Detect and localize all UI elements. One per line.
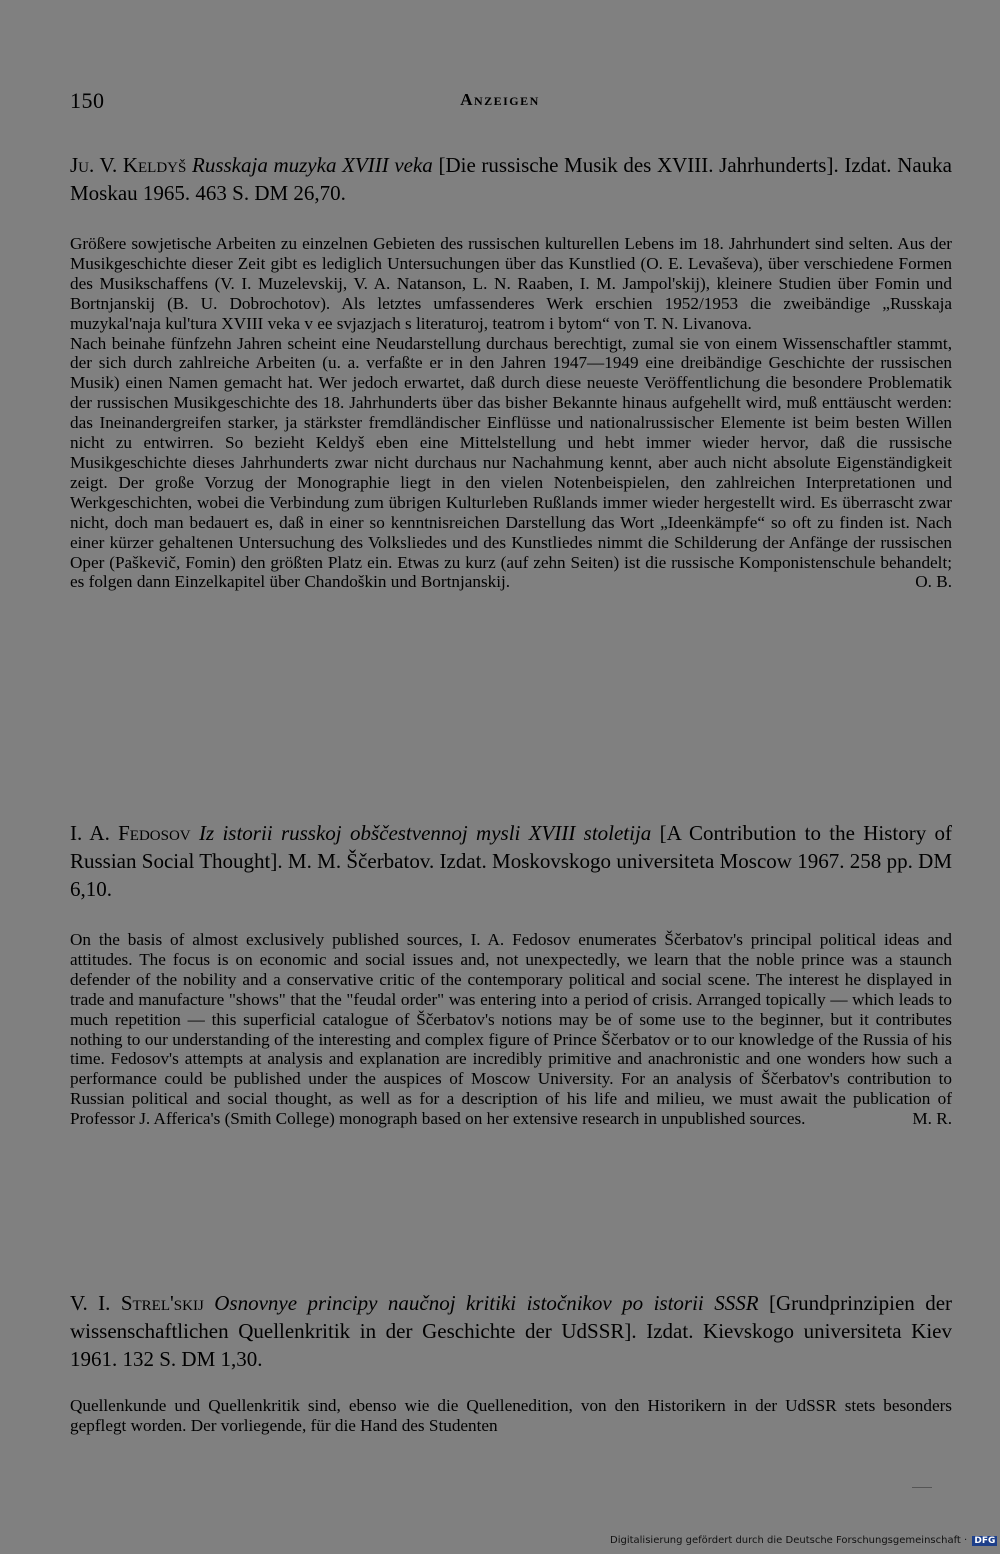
review-signature: O. B. [915, 572, 952, 592]
review-2-body [70, 930, 952, 1129]
page-number: 150 [70, 88, 105, 113]
review-3-header [70, 1289, 952, 1373]
review-details: [A Contribution to the History of Russian Social Thought]. M. M. Ščerbatov. Izdat. Moskovskogo universiteta Moscow 1967. 258 pp. DM 6,10. [70, 821, 953, 901]
review-1-body [70, 234, 952, 592]
review-1-header [70, 151, 952, 207]
review-author: Ju. V. Keldyš [70, 153, 187, 177]
review-author: I. A. Fedosov [70, 821, 191, 845]
review-paragraph: On the basis of almost exclusively published sources, I. A. Fedosov enumerates Ščerbatov's principal political ideas and attitudes. The focus is on economic and social issues and, not unexpectedly, we learn that the noble prince was a staunch defender of the nobility and a conservative critic of the contemporary political and social scene. The interest he displayed in trade and manufacture "shows" that the "feudal order" was entering into a period of crisis. Arranged topically — which leads to much repetition — this superficial catalogue of Ščerbatov's notions may be of some use to the beginner, but it contributes nothing to our understanding of the interesting and complex figure of Prince Ščerbatov or to our knowledge of the Russia of his time. Fedosov's attempts at analysis and explanation are incredibly primitive and anachronistic and one wonders how such a performance could be published under the auspices of Moscow University. For an analysis of Ščerbatov's contribution to Russian political and social thought, as well as for a description of his life and milieu, we must await the publication of Professor J. Afferica's (Smith College) monograph based on her extensive research in unpublished sources. M. R. [70, 930, 952, 1129]
digitization-credit: Digitalisierung gefördert durch die Deutsche Forschungsgemeinschaft · DFG [610, 1535, 996, 1546]
credit-text: Digitalisierung gefördert durch die Deutsche Forschungsgemeinschaft [610, 1535, 961, 1546]
review-title: Russkaja muzyka XVIII veka [192, 153, 433, 177]
review-signature: M. R. [912, 1109, 952, 1129]
review-title: Osnovnye principy naučnoj kritiki istočnikov po istorii SSSR [214, 1291, 759, 1315]
review-details: [Die russische Musik des XVIII. Jahrhunderts]. Izdat. Nauka Moskau 1965. 463 S. DM 26,70. [70, 153, 953, 205]
review-2-header [70, 819, 952, 903]
dfg-logo-icon: DFG [974, 1536, 996, 1546]
review-3-body [70, 1396, 952, 1436]
review-details: [Grundprinzipien der wissenschaftlichen Quellenkritik in der Geschichte der UdSSR]. Izdat. Kievskogo universiteta Kiev 1961. 132 S. DM 1,30. [70, 1291, 953, 1371]
scan-speck [912, 1487, 932, 1488]
running-head: Anzeigen [460, 90, 540, 109]
review-title: Iz istorii russkoj obščestvennoj mysli XVIII stoletija [198, 821, 652, 845]
review-paragraph: Quellenkunde und Quellenkritik sind, ebenso wie die Quellenedition, von den Historikern in der UdSSR stets besonders gepflegt worden. Der vorliegende, für die Hand des Studenten [70, 1396, 952, 1435]
review-author: V. I. Strel'skij [70, 1291, 204, 1315]
review-paragraph: Größere sowjetische Arbeiten zu einzelnen Gebieten des russischen kulturellen Lebens im 18. Jahrhundert sind selten. Aus der Musikgeschichte dieser Zeit gibt es lediglich Untersuchungen über das Kunstlied (O. E. Levaševa), über verschiedene Formen des Musikschaffens (V. I. Muzelevskij, V. A. Natanson, L. N. Raaben, I. M. Jampol'skij), kleinere Studien über Fomin und Bortnjanskij (B. U. Dobrochotov). Als letztes umfassenderes Werk erschien 1952/1953 die zweibändige „Russkaja muzykal'naja kul'tura XVIII veka v ee svjazjach s literaturoj, teatrom i bytom“ von T. N. Livanova. [70, 234, 952, 333]
review-paragraph: Nach beinahe fünfzehn Jahren scheint eine Neudarstellung durchaus berechtigt, zumal sie von einem Wissenschaftler stammt, der sich durch zahlreiche Arbeiten (u. a. verfaßte er in den Jahren 1947—1949 eine dreibändige Geschichte der russischen Musik) einen Namen gemacht hat. Wer jedoch erwartet, daß durch diese neueste Veröffentlichung die besondere Problematik der russischen Musikgeschichte des 18. Jahrhunderts über das bisher Bekannte hinaus aufgehellt wird, muß enttäuscht werden: das Ineinandergreifen starker, ja stärkster fremdländischer Einflüsse und nationalrussischer Elemente ist beim besten Willen nicht zu entwirren. So bezieht Keldyš eben eine Mittelstellung und hebt immer wieder hervor, daß die russische Musikgeschichte dieses Jahrhunderts zwar nicht durchaus nur Nachahmung kennt, aber auch nicht absolute Eigenständigkeit zeigt. Der große Vorzug der Monographie liegt in den vielen Notenbeispielen, den zahlreichen Interpretationen und Werkgeschichten, wobei die Verbindung zum übrigen Kulturleben Rußlands immer wieder hergestellt wird. Es überrascht zwar nicht, doch man bedauert es, daß in einer so kenntnisreichen Darstellung das Wort „Ideenkämpfe“ so oft zu finden ist. Nach einer kürzer gehaltenen Untersuchung des Volksliedes und des Kunstliedes nimmt die Schilderung der Anfänge der russischen Oper (Paškevič, Fomin) den größten Platz ein. Etwas zu kurz (auf zehn Seiten) ist die russische Komponistenschule behandelt; es folgen dann Einzelkapitel über Chandoškin und Bortnjanskij. O. B. [70, 333, 952, 592]
